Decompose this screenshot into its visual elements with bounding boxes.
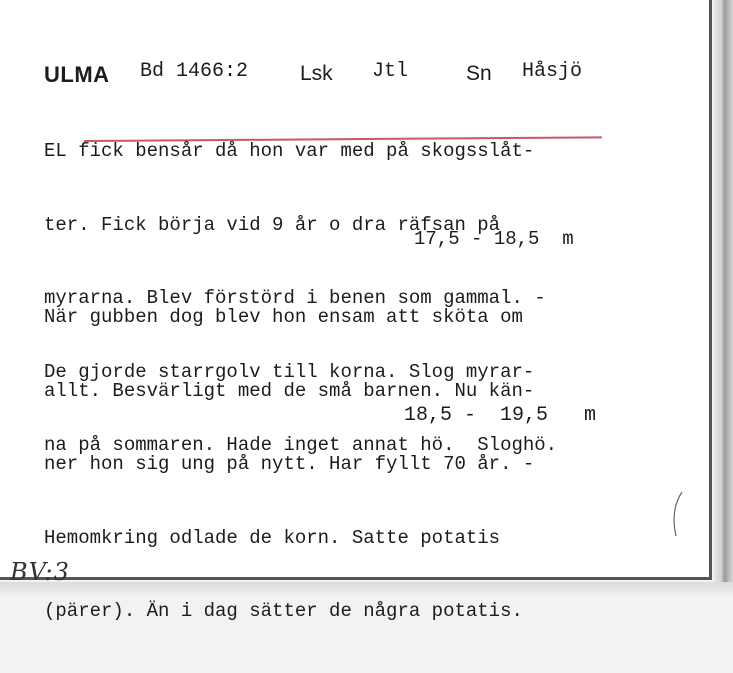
archive-code: ULMA (44, 62, 110, 87)
text-line: allt. Besvärligt med de små barnen. Nu kän- (44, 379, 535, 402)
text-line: EL fick bensår då hon var med på skogsslåt- (44, 140, 535, 162)
landskap-value: Jtl (372, 60, 409, 83)
text-line: ner hon sig ung på nytt. Har fyllt 70 år. - (44, 453, 535, 475)
text-line: (pärer). Än i dag sätter de några potatis. (44, 600, 523, 622)
socken-label: Sn (466, 62, 492, 85)
socken-value: Håsjö (522, 60, 583, 83)
text-line: myrarna. Blev förstörd i benen som gammal. - (44, 287, 546, 309)
landskap-label: Lsk (300, 62, 333, 85)
text-line: Hemomkring odlade de korn. Satte potatis (44, 526, 501, 549)
card-stack-edge (714, 0, 733, 596)
reference-number: Bd 1466:2 (140, 60, 249, 83)
recording-time-1: 17,5 - 18,5 m (414, 228, 574, 250)
pencil-stroke-mark (668, 490, 688, 540)
text-line: De gjorde starrgolv till korna. Slog myrar- (44, 360, 535, 383)
paragraph-2 (44, 256, 684, 673)
text-line: ter. Fick börja vid 9 år o dra räfsan på (44, 213, 501, 236)
card-bottom-edge (0, 582, 733, 596)
text-line: När gubben dog blev hon ensam att sköta om (44, 306, 523, 328)
text-line: na på sommaren. Hade inget annat hö. Sloghö. (44, 434, 558, 456)
card-header (44, 58, 644, 88)
recording-time-2: 18,5 - 19,5 m (404, 404, 597, 427)
handwritten-note: BV:3 (10, 558, 70, 586)
